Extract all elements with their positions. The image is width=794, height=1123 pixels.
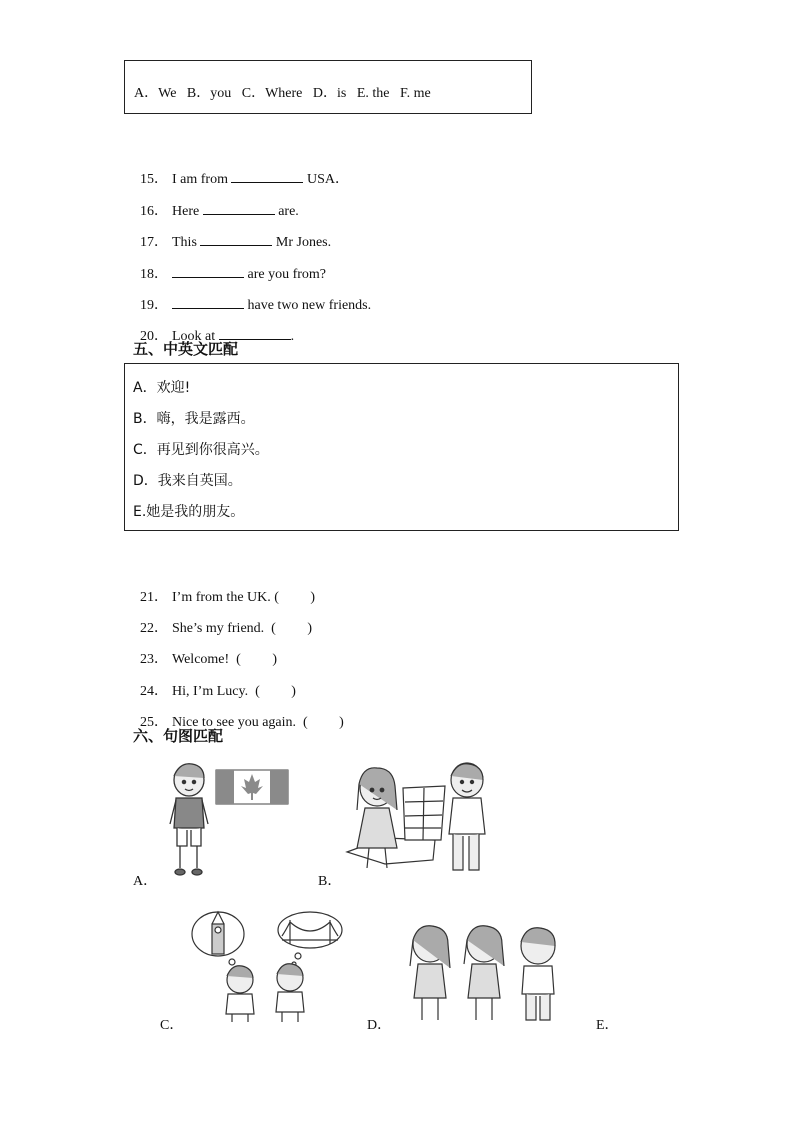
question-text-after: Mr Jones. (272, 235, 332, 250)
question-text-after: are. (274, 204, 299, 219)
question-text: Nice to see you again. ( ) (172, 715, 344, 730)
chinese-options-box (124, 363, 679, 531)
question-text-before: Look at (172, 329, 219, 344)
picture-label-b: B． (318, 874, 342, 889)
answer-blank[interactable] (172, 294, 244, 309)
picture-label-e: E． (596, 1018, 619, 1033)
question-23[interactable] (133, 632, 277, 668)
question-number: 19． (140, 298, 168, 313)
question-text-after: . (290, 329, 295, 344)
chinese-option-b: B．嗨，我是露西。 (133, 411, 255, 427)
question-number: 25． (140, 715, 168, 730)
section-6-title: 六、句图匹配 (133, 727, 224, 745)
question-text-after: have two new friends. (244, 298, 372, 313)
question-number: 15． (140, 172, 168, 187)
word-bank-box (124, 60, 532, 114)
question-text: Hi, I’m Lucy. ( ) (172, 684, 296, 699)
chinese-option-e: E.她是我的朋友。 (133, 504, 245, 520)
question-text-before: This (172, 235, 201, 250)
question-17 (133, 215, 331, 251)
answer-blank[interactable] (231, 168, 303, 183)
question-number: 24． (140, 684, 168, 699)
question-number: 18． (140, 267, 168, 282)
picture-b-kids-hopscotch (345, 760, 500, 880)
picture-label-c: C． (160, 1018, 184, 1033)
question-text-after: USA． (303, 172, 349, 187)
answer-blank[interactable] (200, 231, 272, 246)
chinese-option-c: C．再见到你很高兴。 (133, 442, 269, 458)
word-bank-options: A．We B．you C．Where D．is E. the F. me (134, 86, 431, 101)
question-15 (133, 152, 349, 188)
section-5-title: 五、中英文匹配 (133, 340, 239, 358)
picture-d-three-children (400, 920, 570, 1028)
answer-blank[interactable] (172, 263, 244, 278)
chinese-option-d: D．我来自英国。 (133, 473, 242, 489)
question-number: 23． (140, 652, 168, 667)
chinese-option-a: A．欢迎! (133, 380, 191, 396)
picture-a-boy-canada-flag (160, 758, 295, 883)
question-number: 21． (140, 590, 168, 605)
question-text: I’m from the UK. ( ) (172, 590, 316, 605)
question-number: 22． (140, 621, 168, 636)
question-text-before: Here (172, 204, 203, 219)
question-text: She’s my friend. ( ) (172, 621, 312, 636)
picture-label-d: D． (367, 1018, 392, 1033)
question-number: 20． (140, 329, 168, 344)
question-number: 16． (140, 204, 168, 219)
question-text-before: I am from (172, 172, 232, 187)
question-text-after: are you from? (244, 267, 327, 282)
picture-label-a: A． (133, 874, 158, 889)
answer-blank[interactable] (203, 200, 275, 215)
canada-flag-icon (216, 770, 288, 804)
question-number: 17． (140, 235, 168, 250)
picture-c-boys-landmarks (190, 910, 350, 1025)
question-text: Welcome! ( ) (172, 652, 277, 667)
